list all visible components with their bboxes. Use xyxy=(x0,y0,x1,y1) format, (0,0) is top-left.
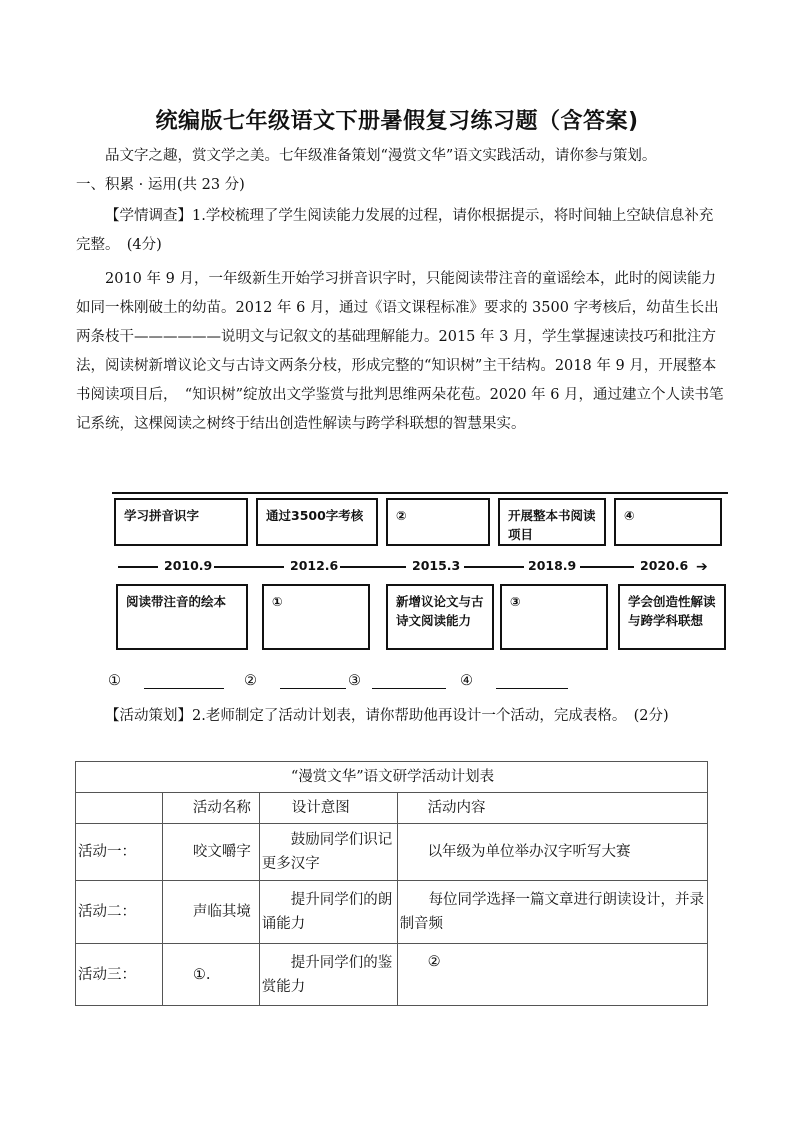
reading-timeline xyxy=(112,490,732,660)
table-header-cell: 设计意图 xyxy=(259,793,397,824)
table-cell-name[interactable]: ①. xyxy=(162,944,259,1006)
timeline-arrow-icon: ➔ xyxy=(696,559,708,575)
timeline-date-3: 2015.3 xyxy=(412,558,461,573)
timeline-box-bottom-3: 新增议论文与古诗文阅读能力 xyxy=(386,584,494,650)
timeline-date-5: 2020.6 xyxy=(640,558,689,573)
table-cell-name: 咬文嚼字 xyxy=(162,824,259,881)
timeline-axis-segment xyxy=(464,566,524,568)
question-1-prompt: 【学情调查】1.学校梳理了学生阅读能力发展的过程，请你根据提示，将时间轴上空缺信息补充完整。 (4分) xyxy=(76,208,714,253)
answer-blank-2[interactable] xyxy=(280,672,346,689)
timeline-date-4: 2018.9 xyxy=(528,558,577,573)
blank-marker: ④ xyxy=(460,673,473,689)
timeline-box-top-5: ④ xyxy=(614,498,722,546)
timeline-axis-segment xyxy=(118,566,158,568)
table-cell-content: 每位同学选择一篇文章进行朗读设计，并录制音频 xyxy=(397,881,707,944)
timeline-box-bottom-1: 阅读带注音的绘本 xyxy=(116,584,248,650)
timeline-box-bottom-2: ① xyxy=(262,584,370,650)
table-cell-intent: 提升同学们的朗诵能力 xyxy=(259,881,397,944)
timeline-box-bottom-4: ③ xyxy=(500,584,608,650)
blank-marker: ① xyxy=(108,673,121,689)
answer-blank-4[interactable] xyxy=(496,672,568,689)
timeline-box-top-2: 通过3500字考核 xyxy=(256,498,378,546)
timeline-box-bottom-5: 学会创造性解读与跨学科联想 xyxy=(618,584,726,650)
timeline-box-top-3: ② xyxy=(386,498,490,546)
question-2-prompt: 【活动策划】2.老师制定了活动计划表，请你帮助他再设计一个活动，完成表格。 (2分) xyxy=(105,708,669,724)
table-cell-intent: 鼓励同学们识记更多汉字 xyxy=(259,824,397,881)
timeline-axis-segment xyxy=(580,566,634,568)
answer-blank-3[interactable] xyxy=(372,672,446,689)
table-row-label: 活动一： xyxy=(76,824,163,881)
table-header-cell: 活动名称 xyxy=(162,793,259,824)
blank-marker: ③ xyxy=(348,673,361,689)
table-cell-content[interactable]: ② xyxy=(397,944,707,1006)
answer-blank-1[interactable] xyxy=(144,672,224,689)
section-heading: 一、积累 · 运用(共 23 分) xyxy=(76,177,245,193)
timeline-axis-segment xyxy=(214,566,284,568)
table-cell-name: 声临其境 xyxy=(162,881,259,944)
table-cell-intent: 提升同学们的鉴赏能力 xyxy=(259,944,397,1006)
timeline-date-2: 2012.6 xyxy=(290,558,339,573)
intro-text: 品文字之趣，赏文学之美。七年级准备策划“漫赏文华”语文实践活动，请你参与策划。 xyxy=(105,148,657,164)
timeline-top-border xyxy=(112,492,728,494)
timeline-box-top-4: 开展整本书阅读项目 xyxy=(498,498,606,546)
page-title: 统编版七年级语文下册暑假复习练习题（含答案) xyxy=(155,109,639,134)
table-caption: “漫赏文华”语文研学活动计划表 xyxy=(76,762,708,793)
timeline-axis-segment xyxy=(340,566,406,568)
table-header-cell xyxy=(76,793,163,824)
answer-blanks xyxy=(108,672,668,696)
table-row-label: 活动二： xyxy=(76,881,163,944)
table-row-label: 活动三： xyxy=(76,944,163,1006)
blank-marker: ② xyxy=(244,673,257,689)
table-cell-content: 以年级为单位举办汉字听写大赛 xyxy=(397,824,707,881)
table-header-cell: 活动内容 xyxy=(397,793,707,824)
timeline-box-top-1: 学习拼音识字 xyxy=(114,498,248,546)
question-1-passage: 2010 年 9 月，一年级新生开始学习拼音识字时，只能阅读带注音的童谣绘本，此时的阅读能力如同一株刚破土的幼苗。2012 年 6 月，通过《语文课程标准》要求的 3500 字考核后，幼苗生长出两条枝干——————说明文与记叙文的基础理解能力。2015 年 3 月，学生掌握速读技巧和批注方法，阅读树新增议论文与古诗文两条分枝，形成完整的“知识树”主干结构。2018 年 9 月，开展整本书阅读项目后， “知识树”绽放出文学鉴赏与批判思维两朵花苞。2020 年 6 月，通过建立个人读书笔记系统，这棵阅读之树终于结出创造性解读与跨学科联想的智慧果实。 xyxy=(76,271,724,432)
timeline-date-1: 2010.9 xyxy=(164,558,213,573)
activity-plan-table xyxy=(75,761,708,1006)
